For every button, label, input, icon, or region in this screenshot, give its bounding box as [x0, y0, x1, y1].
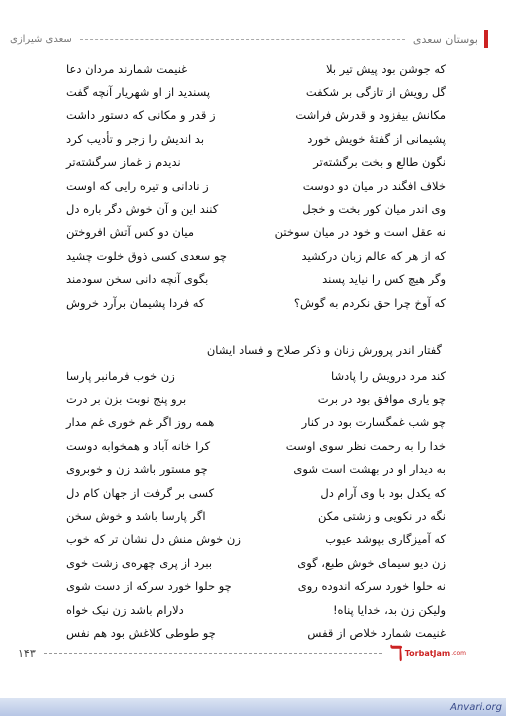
header-divider — [80, 39, 405, 40]
footer-divider — [44, 653, 382, 654]
verse-left: چو شب غمگسارت بود در کنار — [301, 415, 446, 430]
verse-row — [66, 528, 446, 551]
verse-row — [66, 268, 446, 291]
verse-row — [66, 174, 446, 197]
verse-left: نگون طالع و بخت برگشته‌تر — [313, 155, 446, 170]
logo-suffix: .com — [451, 649, 466, 657]
verse-left: کند مرد درویش را پادشا — [330, 368, 446, 383]
verse-right: اگر پارسا باشد و خوش سخن — [66, 509, 206, 524]
verse-left: خلاف افگند در میان دو دوست — [302, 178, 446, 193]
verse-right: چو حلوا خورد سرکه از دست شوی — [66, 579, 232, 594]
logo-text: TorbatJam — [404, 648, 451, 658]
verse-row — [66, 458, 446, 481]
page-number: ۱۴۳ — [18, 646, 36, 660]
verse-left: که یکدل بود با وی آرام دل — [320, 485, 446, 500]
verse-row — [66, 411, 446, 434]
verse-right: بگوی آنچه دانی سخن سودمند — [66, 272, 209, 287]
verse-left: گل رویش از تازگی بر شکفت — [305, 85, 446, 100]
header-book-title: بوستان سعدی — [412, 32, 478, 46]
verse-right: که فردا پشیمان برآرد خروش — [66, 295, 205, 310]
verse-right: دلارام باشد زن نیک خواه — [66, 602, 184, 617]
verse-right: کنند این و آن خوش دگر باره دل — [66, 202, 219, 217]
verse-right: ببرد از پری چهره‌ی زشت خوی — [66, 555, 213, 570]
verse-row — [66, 598, 446, 621]
section-title: گفتار اندر پرورش زنان و ذکر صلاح و فساد ایشان — [206, 343, 442, 357]
watermark: Anvari.org — [450, 702, 502, 713]
page-footer — [18, 641, 466, 665]
verse-row — [66, 364, 446, 387]
verse-row — [66, 621, 446, 644]
verse-right: پسندید از او شهریار آنچه گفت — [66, 85, 211, 100]
verse-left: نگه در نکویی و زشتی مکن — [317, 509, 446, 524]
verse-left: غنیمت شمارد خلاص از قفس — [307, 625, 446, 640]
verse-row — [66, 291, 446, 314]
verse-right: همه روز اگر غم خوری غم مدار — [66, 415, 215, 430]
page-header — [10, 28, 488, 50]
verse-row — [66, 104, 446, 127]
verses-bottom — [66, 364, 446, 645]
verse-right: چو طوطی کلاغش بود هم نفس — [66, 625, 216, 640]
header-accent-bar — [484, 30, 488, 48]
verse-left: وی اندر میان کور بخت و خجل — [302, 202, 446, 217]
verse-left: که آمیزگاری بپوشد عیوب — [325, 532, 446, 547]
verse-right: چو سعدی کسی ذوق خلوت چشید — [66, 248, 228, 263]
verse-row — [66, 387, 446, 410]
verse-right: کرا خانه آباد و همخوابه دوست — [66, 438, 211, 453]
verse-row — [66, 151, 446, 174]
verse-right: زن خوش منش دل نشان تر که خوب — [66, 532, 241, 547]
verse-right: ز نادانی و تیره رایی که اوست — [66, 178, 209, 193]
verse-left: وگر هیچ کس را نیاید پسند — [322, 272, 446, 287]
verse-left: به دیدار او در بهشت است شوی — [293, 462, 446, 477]
verse-right: برو پنج نوبت بزن بر درت — [66, 392, 187, 407]
verse-right: کسی بر گرفت از جهان کام دل — [66, 485, 215, 500]
verse-left: نه عقل است و خود در میان سوختن — [274, 225, 446, 240]
verse-row — [66, 575, 446, 598]
verse-right: غنیمت شمارند مردان دعا — [66, 61, 188, 76]
verse-row — [66, 57, 446, 80]
verse-left: که آوخ چرا حق نکردم به گوش؟ — [293, 295, 446, 310]
verse-left: چو یاری موافق بود در برت — [317, 392, 446, 407]
verse-row — [66, 221, 446, 244]
verse-row — [66, 244, 446, 267]
verse-row — [66, 127, 446, 150]
verse-row — [66, 80, 446, 103]
verse-row — [66, 434, 446, 457]
bottom-bar — [0, 698, 506, 716]
verse-right: ز قدر و مکانی که دستور داشت — [66, 108, 216, 123]
verse-left: خدا را به رحمت نظر سوی اوست — [285, 438, 446, 453]
verses-top — [66, 57, 446, 314]
verse-row — [66, 481, 446, 504]
verse-left: ولیکن زن بد، خدایا پناه! — [332, 602, 446, 617]
verse-left: که جوشن بود پیش تیر بلا — [325, 61, 446, 76]
verse-right: میان دو کس آتش افروختن — [66, 225, 194, 240]
verse-right: زن خوب فرمانبر پارسا — [66, 368, 175, 383]
verse-right: چو مستور باشد زن و خوبروی — [66, 462, 208, 477]
verse-row — [66, 551, 446, 574]
verse-left: نه حلوا خورد سرکه اندوده روی — [297, 579, 446, 594]
verse-right: بد اندیش را زجر و تأدیب کرد — [66, 131, 205, 146]
verse-left: مکانش بیفزود و قدرش فراشت — [295, 108, 446, 123]
header-author: سعدی شیرازی — [10, 33, 72, 45]
verse-right: ندیدم ز غماز سرگشته‌تر — [66, 155, 181, 170]
logo-mark-icon: ℸ — [389, 641, 403, 665]
verse-row — [66, 504, 446, 527]
verse-left: زن دیو سیمای خوش طبع، گوی — [297, 555, 446, 570]
torbatjam-logo[interactable] — [389, 641, 466, 665]
verse-left: پشیمانی از گفتهٔ خویش خورد — [307, 131, 446, 146]
verse-left: که از هر که عالم زبان درکشید — [301, 248, 446, 263]
verse-row — [66, 197, 446, 220]
